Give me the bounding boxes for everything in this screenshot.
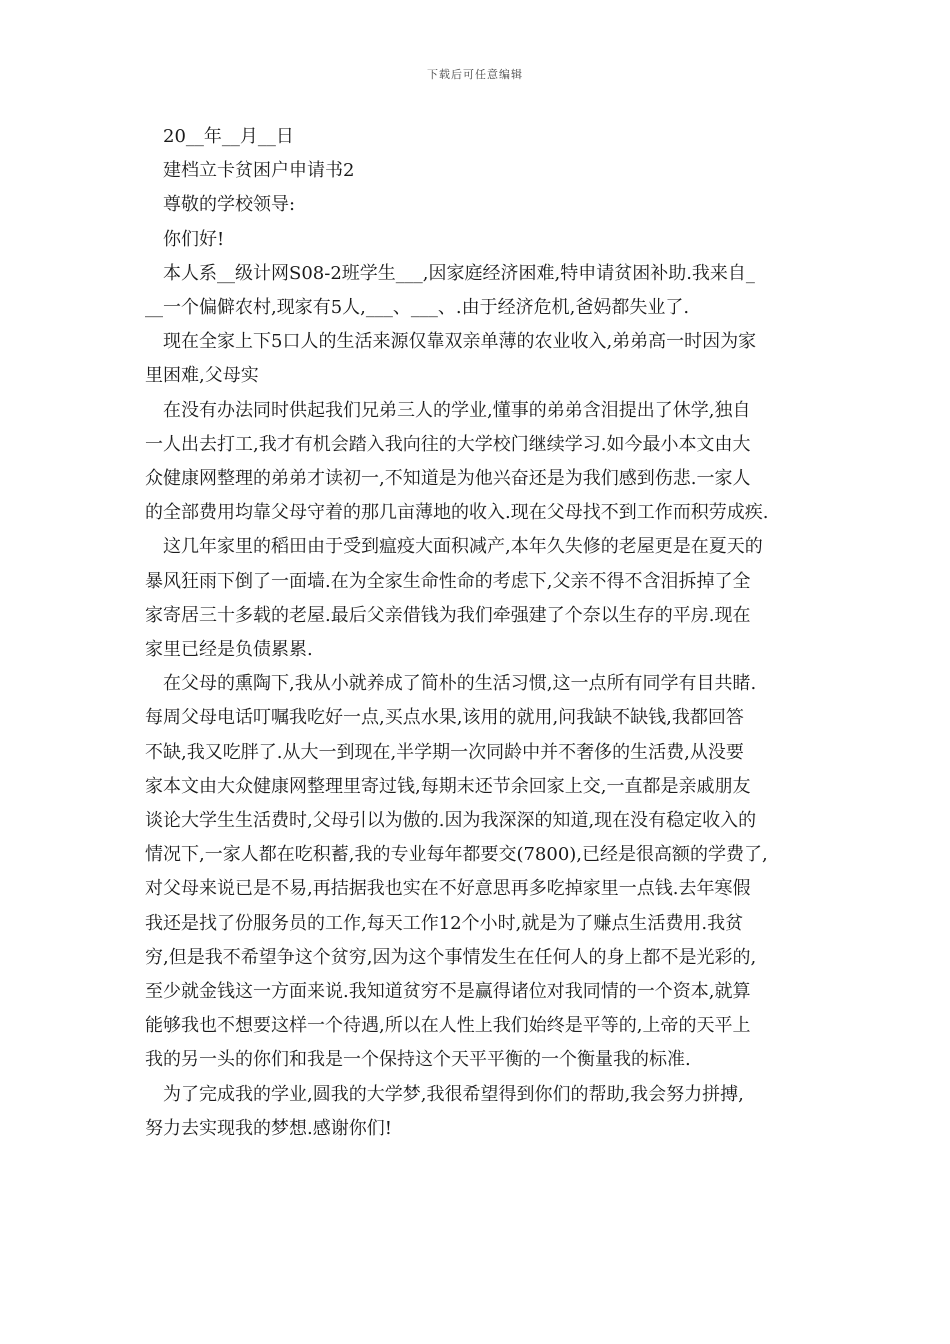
text-line: 家寄居三十多载的老屋.最后父亲借钱为我们牵强建了个奈以生存的平房.现在 (145, 604, 751, 626)
text-line: 里困难,父母实 (145, 365, 259, 387)
text-line: 尊敬的学校领导: (163, 194, 296, 216)
text-line: 你们好! (163, 228, 225, 250)
text-line: 努力去实现我的梦想.感谢你们! (145, 1117, 392, 1139)
text-line: 家本文由大众健康网整理里寄过钱,每期末还节余回家上交,一直都是亲戚朋友 (145, 775, 751, 797)
text-line: 在没有办法同时供起我们兄弟三人的学业,懂事的弟弟含泪提出了休学,独自 (163, 399, 751, 421)
text-line: 我还是找了份服务员的工作,每天工作12个小时,就是为了赚点生活费用.我贫 (145, 912, 744, 934)
text-line: 家里已经是负债累累. (145, 639, 313, 661)
text-line: 一人出去打工,我才有机会踏入我向往的大学校门继续学习.如今最小本文由大 (145, 433, 751, 455)
header-note: 下载后可任意编辑 (427, 68, 523, 81)
text-line: 现在全家上下5口人的生活来源仅靠双亲单薄的农业收入,弟弟高一时因为家 (163, 331, 757, 353)
text-line: 情况下,一家人都在吃积蓄,我的专业每年都要交(7800),已经是很高额的学费了, (145, 844, 768, 866)
text-line: 穷,但是我不希望争这个贫穷,因为这个事情发生在任何人的身上都不是光彩的, (145, 946, 757, 968)
text-line: 建档立卡贫困户申请书2 (163, 160, 355, 182)
text-line: 这几年家里的稻田由于受到瘟疫大面积减产,本年久失修的老屋更是在夏天的 (163, 536, 763, 558)
text-line: 本人系__级计网S08-2班学生___,因家庭经济困难,特申请贫困补助.我来自_ (163, 262, 755, 284)
text-line: 对父母来说已是不易,再拮据我也实在不好意思再多吃掉家里一点钱.去年寒假 (145, 878, 751, 900)
text-line: 谈论大学生生活费时,父母引以为傲的.因为我深深的知道,现在没有稳定收入的 (145, 810, 757, 832)
text-line: 不缺,我又吃胖了.从大一到现在,半学期一次同龄中并不奢侈的生活费,从没要 (145, 741, 744, 763)
text-line: 暴风狂雨下倒了一面墙.在为全家生命性命的考虑下,父亲不得不含泪拆掉了全 (145, 570, 751, 592)
text-line: 能够我也不想要这样一个待遇,所以在人性上我们始终是平等的,上帝的天平上 (145, 1015, 751, 1037)
text-line: 在父母的熏陶下,我从小就养成了简朴的生活习惯,这一点所有同学有目共睹. (163, 673, 757, 695)
text-line: 至少就金钱这一方面来说.我知道贫穷不是赢得诸位对我同情的一个资本,就算 (145, 981, 751, 1003)
text-line: 众健康网整理的弟弟才读初一,不知道是为他兴奋还是为我们感到伤悲.一家人 (145, 468, 751, 490)
text-line: 我的另一头的你们和我是一个保持这个天平平衡的一个衡量我的标准. (145, 1049, 691, 1071)
text-line: __一个偏僻农村,现家有5人,___、___、.由于经济危机,爸妈都失业了. (145, 297, 690, 319)
text-line: 的全部费用均靠父母守着的那几亩薄地的收入.现在父母找不到工作而积劳成疾. (145, 502, 769, 524)
text-line: 20__年__月__日 (163, 126, 294, 147)
text-line: 为了完成我的学业,圆我的大学梦,我很希望得到你们的帮助,我会努力拼搏, (163, 1083, 744, 1105)
letter-body (145, 120, 815, 1146)
text-line: 每周父母电话叮嘱我吃好一点,买点水果,该用的就用,问我缺不缺钱,我都回答 (145, 707, 744, 729)
